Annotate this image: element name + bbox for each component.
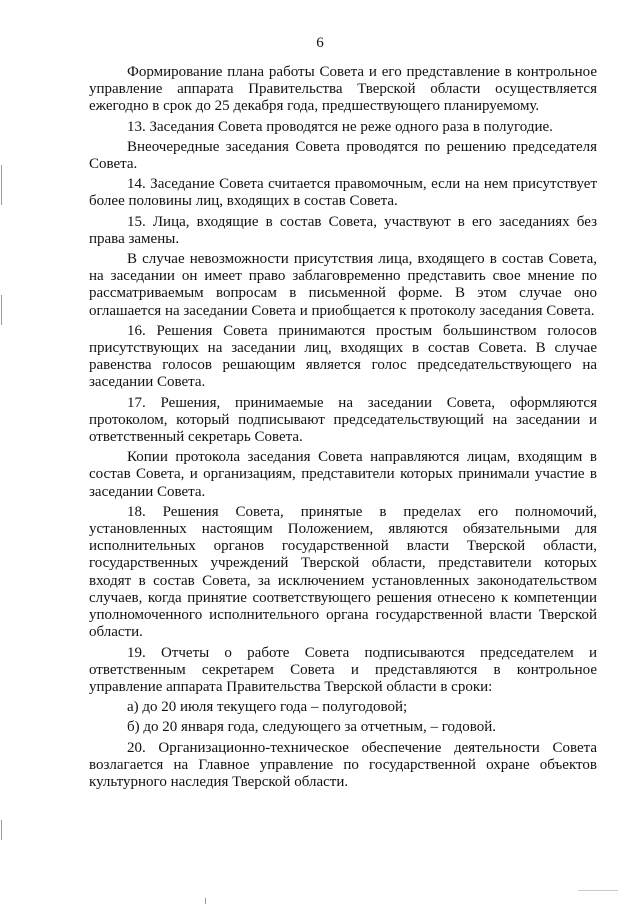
list-item-a: а) до 20 июля текущего года – полугодовой; xyxy=(127,699,408,716)
paragraph-16: 16. Решения Совета принимаются простым большинством голосов присутствующих на заседании лиц, входящих в состав Совета. В случае равенства голосов решающим является голос председательствующего на заседании Совета. xyxy=(89,322,597,391)
paragraph-14: 14. Заседание Совета считается правомочным, если на нем присутствует более половины лиц, входящих в состав Совета. xyxy=(89,176,597,210)
list-item-b: б) до 20 января года, следующего за отчетным, – годовой. xyxy=(127,719,496,736)
scan-artifact xyxy=(205,898,206,904)
page-number: 6 xyxy=(316,35,324,51)
paragraph-plan-formation: Формирование плана работы Совета и его представление в контрольное управление аппарата Правительства Тверской области осуществляется ежегодно в срок до 25 декабря года, предшествующего планируемому. xyxy=(89,64,597,115)
document-body xyxy=(89,64,597,794)
paragraph-13: 13. Заседания Совета проводятся не реже одного раза в полугодие. xyxy=(127,118,553,135)
paragraph-18: 18. Решения Совета, принятые в пределах его полномочий, установленных настоящим Положением, являются обязательными для исполнительных органов государственной власти Тверской области, государственных учреждений Тверской области, представители которых входят в состав Совета, за исключением установленных законодательством случаев, когда принятие соответствующего решения отнесено к компетенции уполномоченного исполнительного органа государственной власти Тверской области. xyxy=(89,503,597,641)
paragraph-absence: В случае невозможности присутствия лица, входящего в состав Совета, на заседании он имеет право заблаговременно представить свое мнение по рассматриваемым вопросам в письменной форме. В этом случае оно оглашается на заседании Совета и приобщается к протоколу заседания Совета. xyxy=(89,251,597,319)
scan-artifact xyxy=(1,295,2,325)
scan-artifact xyxy=(1,820,2,840)
paragraph-17: 17. Решения, принимаемые на заседании Совета, оформляются протоколом, который подписывают председательствующий на заседании и ответственный секретарь Совета. xyxy=(89,394,597,446)
scan-artifact xyxy=(1,165,2,205)
paragraph-15: 15. Лица, входящие в состав Совета, участвуют в его заседаниях без права замены. xyxy=(89,213,597,247)
scan-artifact xyxy=(578,890,618,891)
paragraph-19: 19. Отчеты о работе Совета подписываются председателем и ответственным секретарем Совета и представляются в контрольное управление аппарата Правительства Тверской области в сроки: xyxy=(89,644,597,695)
paragraph-extraordinary-meetings: Внеочередные заседания Совета проводятся по решению председателя Совета. xyxy=(89,138,597,173)
paragraph-protocol-copies: Копии протокола заседания Совета направляются лицам, входящим в состав Совета, и организациям, представители которых принимали участие в заседании Совета. xyxy=(89,449,597,500)
paragraph-20: 20. Организационно-техническое обеспечение деятельности Совета возлагается на Главное управление по государственной охране объектов культурного наследия Тверской области. xyxy=(89,739,597,790)
